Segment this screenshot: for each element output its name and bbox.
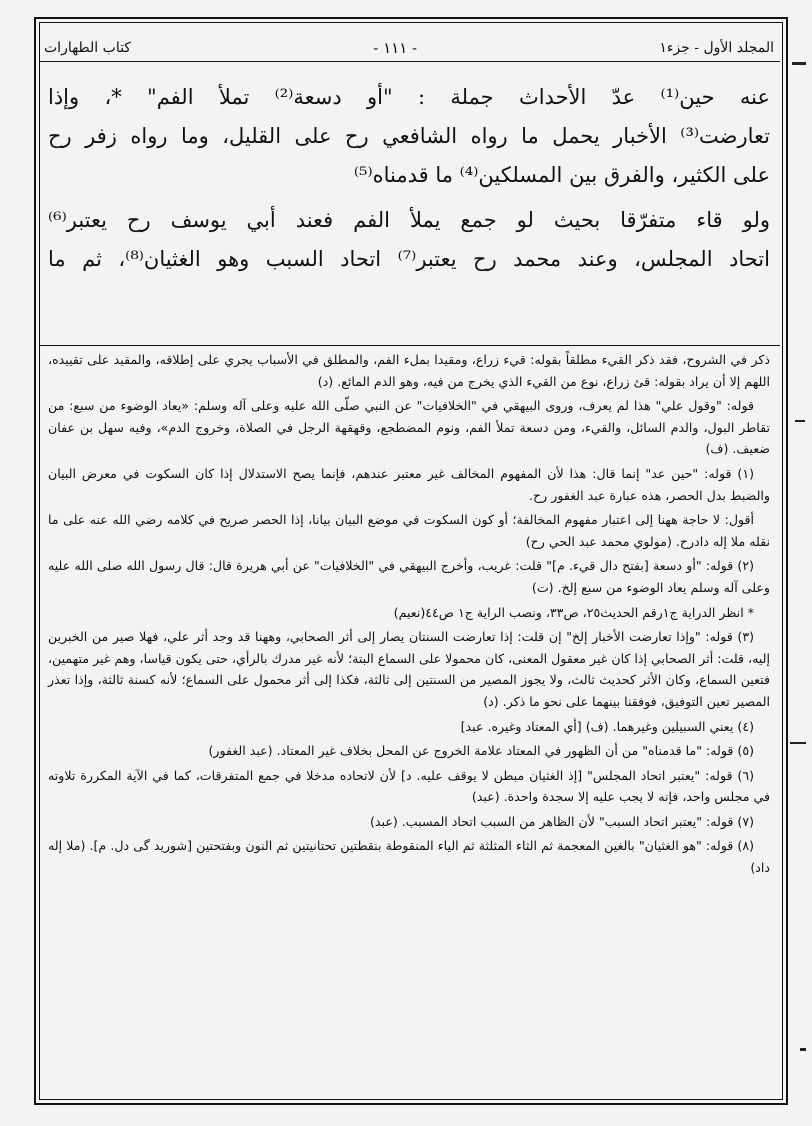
footnotes (48, 349, 770, 882)
main-text (48, 78, 770, 279)
footnote: (٤) يعني السبيلين وغيرهما. (ف) [أي المعتاد وغيره. عبد] (460, 718, 754, 734)
scan-mark (792, 62, 806, 65)
footnote: (٨) قوله: "هو الغثيان" بالغين المعجمة ثم الثاء المثلثة ثم الياء المنقوطة بنقطتين تحتانيتين ثم النون وبفتحتين [شوريد گی دل. م]. (ملا إله داد) (48, 838, 770, 876)
footnote: (١) قوله: "حين عد" إنما قال: هذا لأن المفهوم المخالف غير معتبر عندهم، فإنما يصح الاستدلال إذا كان السكوت في معرض البيان والضبط بدل الحصر، هذه عبارة عبد الغفور رح. (48, 465, 770, 503)
main-line: تعارضت⁽³⁾ الأخبار يحمل ما رواه الشافعي رح على القليل، وما رواه زفر رح (48, 124, 770, 148)
scan-mark (790, 742, 806, 744)
main-line: عنه حين⁽¹⁾ عدّ الأحداث جملة : "أو دسعة⁽²⁾ تملأ الفم" *، وإذا (48, 85, 770, 109)
footnote-rule (40, 345, 780, 346)
footnote: (٦) قوله: "يعتبر اتحاد المجلس" [إذ الغثيان مبطن لا يوقف عليه. د] لأن لاتحاده مدخلا في جمع المتفرقات، كما في الآية المكررة تلاوته في مجلس واحد، فإنه لا يجب عليه إلا سجدة واحدة. (عبد) (48, 767, 770, 805)
footnote: (٥) قوله: "ما قدمناه" من أن الظهور في المعتاد علامة الخروج عن المحل بخلاف غير المعتاد. (عبد الغفور) (208, 743, 754, 759)
footnote: * انظر الدراية ج١رقم الحديث٢٥، ص٣٣، ونصب الراية ج١ ص٤٤(نعيم) (393, 604, 754, 620)
scan-mark (795, 420, 805, 422)
header-volume: المجلد الأول - جزء١ (659, 40, 774, 56)
footnote: ذكر في الشروح، فقد ذكر القيء مطلقاً بقوله: قيء زراع، ومقيدا بملء الفم، والمطلق في الأسباب يجري على إطلاقه، والمقيد على تقييده، اللهم إلا أن يراد بقوله: قئ زراع، نوع من القيء الذي يخرج من فيه، وهو الدم المائع. (د) (48, 352, 770, 389)
header-book-title: كتاب الطهارات (44, 40, 131, 56)
main-line: على الكثير، والفرق بين المسلكين⁽⁴⁾ ما قدمناه⁽⁵⁾ (353, 163, 770, 187)
header-rule (40, 61, 780, 62)
running-header (44, 36, 774, 60)
scan-mark (800, 1048, 806, 1051)
footnote: أقول: لا حاجة ههنا إلى اعتبار مفهوم المخالفة؛ أو كون السكوت في موضع البيان بيانا، إذا الحصر صريح في كلامه رضي الله عنه على ما نقله ملا إله دادرح. (مولوي محمد عبد الحي رح) (48, 512, 770, 549)
main-line: اتحاد المجلس، وعند محمد رح يعتبر⁽⁷⁾ اتحاد السبب وهو الغثيان⁽⁸⁾، ثم ما (48, 247, 770, 271)
main-line: ولو قاء متفرّقا بحيث لو جمع يملأ الفم فعند أبي يوسف رح يعتبر⁽⁶⁾ (48, 208, 770, 232)
footnote: (٧) قوله: "يعتبر اتحاد السبب" لأن الظاهر من السبب اتحاد المسبب. (عبد) (370, 813, 754, 829)
footnote: (٣) قوله: "وإذا تعارضت الأخبار إلخ" إن قلت: إذا تعارضت السنتان يصار إلى أثر الصحابي، وههنا قد وجد أثر علي، فهلا صير من الخبرين إليه، قلت: أثر الصحابي إذا كان غير معقول المعنى، كان محمولا على السماع البتة؛ لأنه غير مدرك بالرأي، حتى يكون قياسا، وهم غير متهمين، فتعين السماع، وكان الأثر كحديث ثالث، ولا يجوز المصير من السنتين إلى ثالثة، فكذا إلى أثر محمول على السماع؛ لأنه كسنة ثالثة، وإذا تعذر المصير تعين التوفيق، فوفقنا بينهما على نحو ما ذكر. (د) (47, 629, 770, 709)
footnote: قوله: "وقول علي" هذا لم يعرف، وروى البيهقي في "الخلافيات" عن النبي صلّى الله عليه وعلى آله وسلم: «يعاد الوضوء من سبع: من تقاطر البول، والدم السائل، والقيء، ومن دسعة تملأ الفم، ونوم المضطجع، وقهقهة الرجل في الصلاة، وخروج الدم»، وفيه سهل بن عفان ضعيف. (ف) (48, 398, 770, 457)
footnote: (٢) قوله: "أو دسعة [بفتح دال قيء. م]" قلت: غريب، وأخرج البيهقي في "الخلافيات" عن أبي هريرة قال: قال رسول الله صلى الله عليه وعلى آله وسلم يعاد الوضوء من سبع إلخ. (ت) (48, 558, 770, 595)
page-number: - ١١١ - (373, 39, 418, 57)
